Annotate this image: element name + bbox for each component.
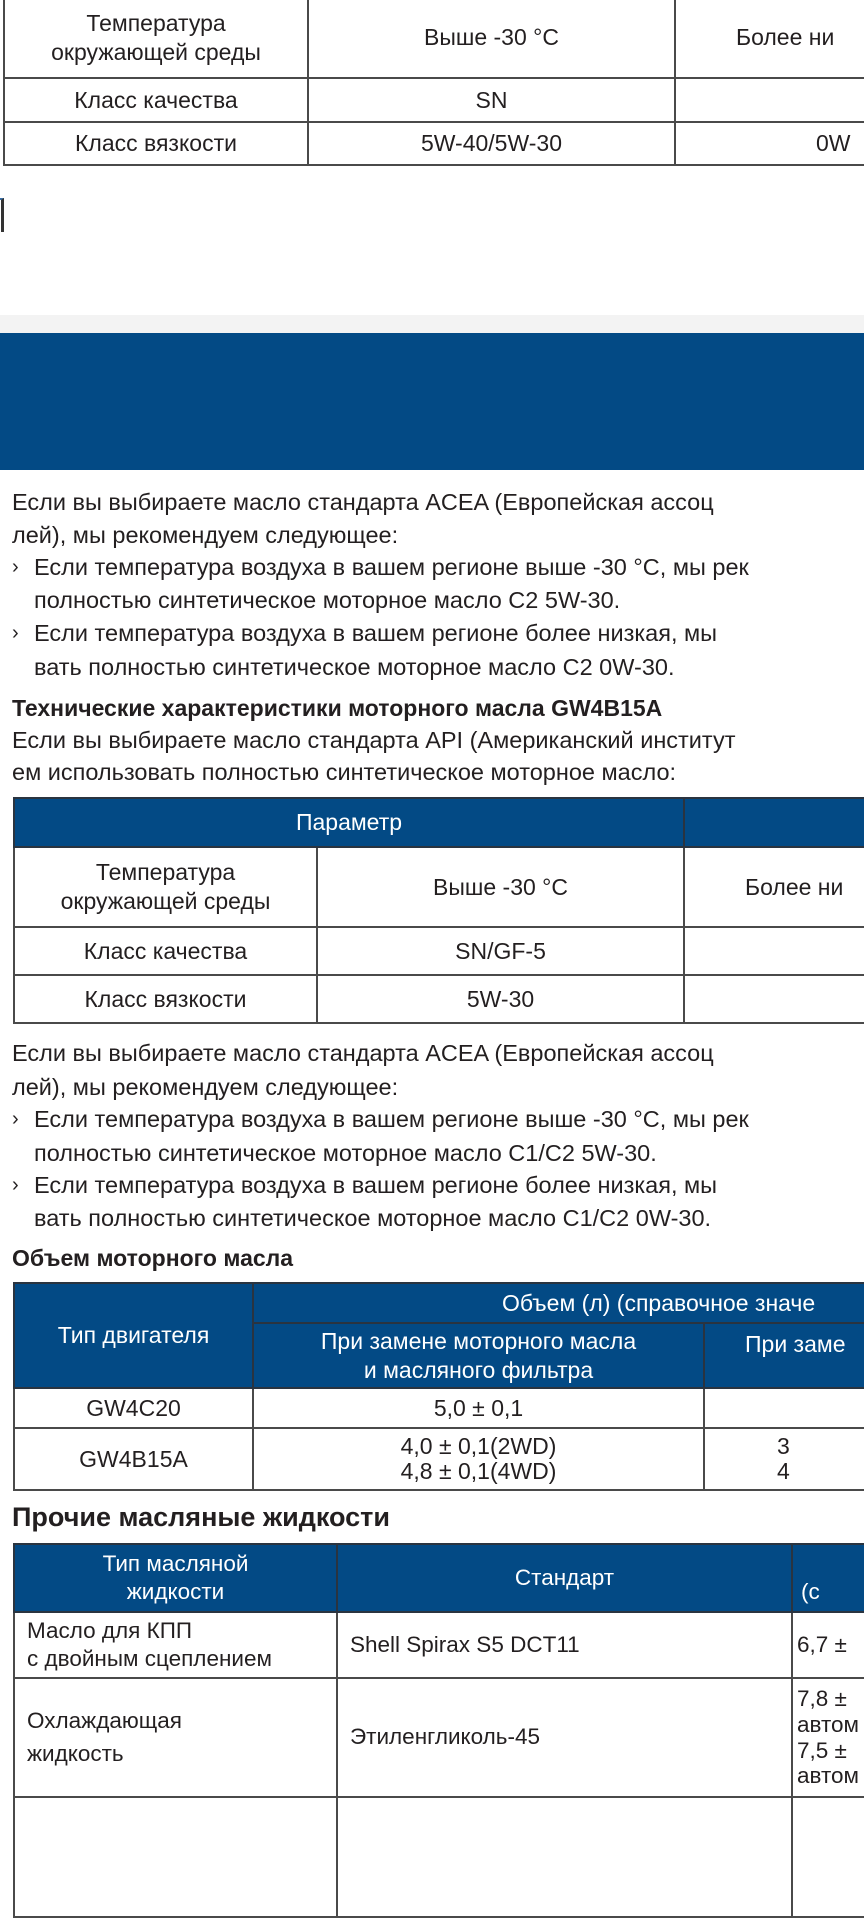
paragraph-line: Если вы выбираете масло стандарта ACEA (Европейская ассоц xyxy=(12,489,714,515)
cell xyxy=(684,927,864,975)
header-cell: Стандарт xyxy=(337,1544,792,1612)
header-cell: Тип масляной жидкости xyxy=(14,1544,337,1612)
cell: Выше -30 °C xyxy=(317,847,684,927)
cell: 4,0 ± 0,1(2WD) 4,8 ± 0,1(4WD) xyxy=(253,1428,704,1490)
bullet-text: полностью синтетическое моторное масло C2 5W-30. xyxy=(34,587,621,613)
cell xyxy=(14,1797,337,1917)
cell: 7,8 ± автом 7,5 ± автом xyxy=(792,1678,864,1797)
cell: Класс вязкости xyxy=(4,122,308,165)
cell: GW4B15A xyxy=(14,1428,253,1490)
bullet-item xyxy=(12,551,862,584)
page-separator xyxy=(0,315,864,333)
cell: Класс вязкости xyxy=(14,975,317,1023)
cell xyxy=(337,1797,792,1917)
cell: 5,0 ± 0,1 xyxy=(253,1388,704,1428)
chevron-right-icon: › xyxy=(12,1108,19,1130)
cell: Shell Spirax S5 DCT11 xyxy=(337,1612,792,1678)
bullet-text: вать полностью синтетическое моторное масло C1/C2 0W-30. xyxy=(34,1205,712,1231)
cell: Температура окружающей среды xyxy=(4,0,308,78)
cell: 5W-30 xyxy=(317,975,684,1023)
bullet-item xyxy=(12,1169,862,1202)
oil-spec-table-2 xyxy=(13,797,864,1024)
cell: Температура окружающей среды xyxy=(14,847,317,927)
cell xyxy=(675,78,864,122)
cell: 6,7 ± xyxy=(792,1612,864,1678)
paragraph-line: лей), мы рекомендуем следующее: xyxy=(12,522,399,548)
paragraph-line: Если вы выбираете масло стандарта ACEA (Европейская ассоц xyxy=(12,1040,714,1066)
header-cell: Объем (л) (справочное значе xyxy=(253,1283,864,1323)
cell: Этиленгликоль-45 xyxy=(337,1678,792,1797)
cell: 0W xyxy=(675,122,864,165)
bullet-item xyxy=(12,1103,862,1136)
bullet-text: вать полностью синтетическое моторное масло C2 0W-30. xyxy=(34,654,675,680)
page-edge-mark xyxy=(0,198,4,232)
header-cell: Тип двигателя xyxy=(14,1283,253,1388)
cell: SN xyxy=(308,78,675,122)
cell xyxy=(792,1797,864,1917)
cell: GW4C20 xyxy=(14,1388,253,1428)
chevron-right-icon: › xyxy=(12,622,19,644)
cell xyxy=(704,1388,864,1428)
other-fluids-table xyxy=(13,1543,864,1918)
section-heading: Технические характеристики моторного масла GW4B15A xyxy=(12,695,663,721)
header-cell: Параметр xyxy=(14,798,684,847)
cell: 5W-40/5W-30 xyxy=(308,122,675,165)
chevron-right-icon: › xyxy=(12,556,19,578)
oil-volume-table xyxy=(13,1282,864,1491)
cell xyxy=(684,975,864,1023)
header-cell xyxy=(684,798,864,847)
cell: Класс качества xyxy=(14,927,317,975)
cell: Более ни xyxy=(675,0,864,78)
cell: Класс качества xyxy=(4,78,308,122)
header-cell: При замене моторного масла и масляного фильтра xyxy=(253,1323,704,1388)
bullet-text: Если температура воздуха в вашем регионе более низкая, мы xyxy=(34,1172,718,1198)
cell: SN/GF-5 xyxy=(317,927,684,975)
section-banner xyxy=(0,333,864,470)
cell: 3 4 xyxy=(704,1428,864,1490)
bullet-text: Если температура воздуха в вашем регионе выше -30 °C, мы рек xyxy=(34,1106,749,1132)
paragraph-line: Если вы выбираете масло стандарта API (Американский институт xyxy=(12,727,736,753)
header-cell: (с xyxy=(792,1544,864,1612)
bullet-text: Если температура воздуха в вашем регионе более низкая, мы xyxy=(34,620,718,646)
oil-spec-table-1 xyxy=(3,0,864,166)
section-heading: Прочие масляные жидкости xyxy=(12,1502,390,1532)
cell: Выше -30 °C xyxy=(308,0,675,78)
chevron-right-icon: › xyxy=(12,1174,19,1196)
paragraph-line: лей), мы рекомендуем следующее: xyxy=(12,1074,399,1100)
cell: Охлаждающая жидкость xyxy=(14,1678,337,1797)
header-cell: При заме xyxy=(704,1323,864,1388)
paragraph-line: ем использовать полностью синтетическое моторное масло: xyxy=(12,759,677,785)
bullet-text: полностью синтетическое моторное масло C1/C2 5W-30. xyxy=(34,1140,657,1166)
section-heading: Объем моторного масла xyxy=(12,1245,294,1271)
bullet-item xyxy=(12,617,862,650)
cell: Более ни xyxy=(684,847,864,927)
cell: Масло для КПП с двойным сцеплением xyxy=(14,1612,337,1678)
bullet-text: Если температура воздуха в вашем регионе выше -30 °C, мы рек xyxy=(34,554,749,580)
